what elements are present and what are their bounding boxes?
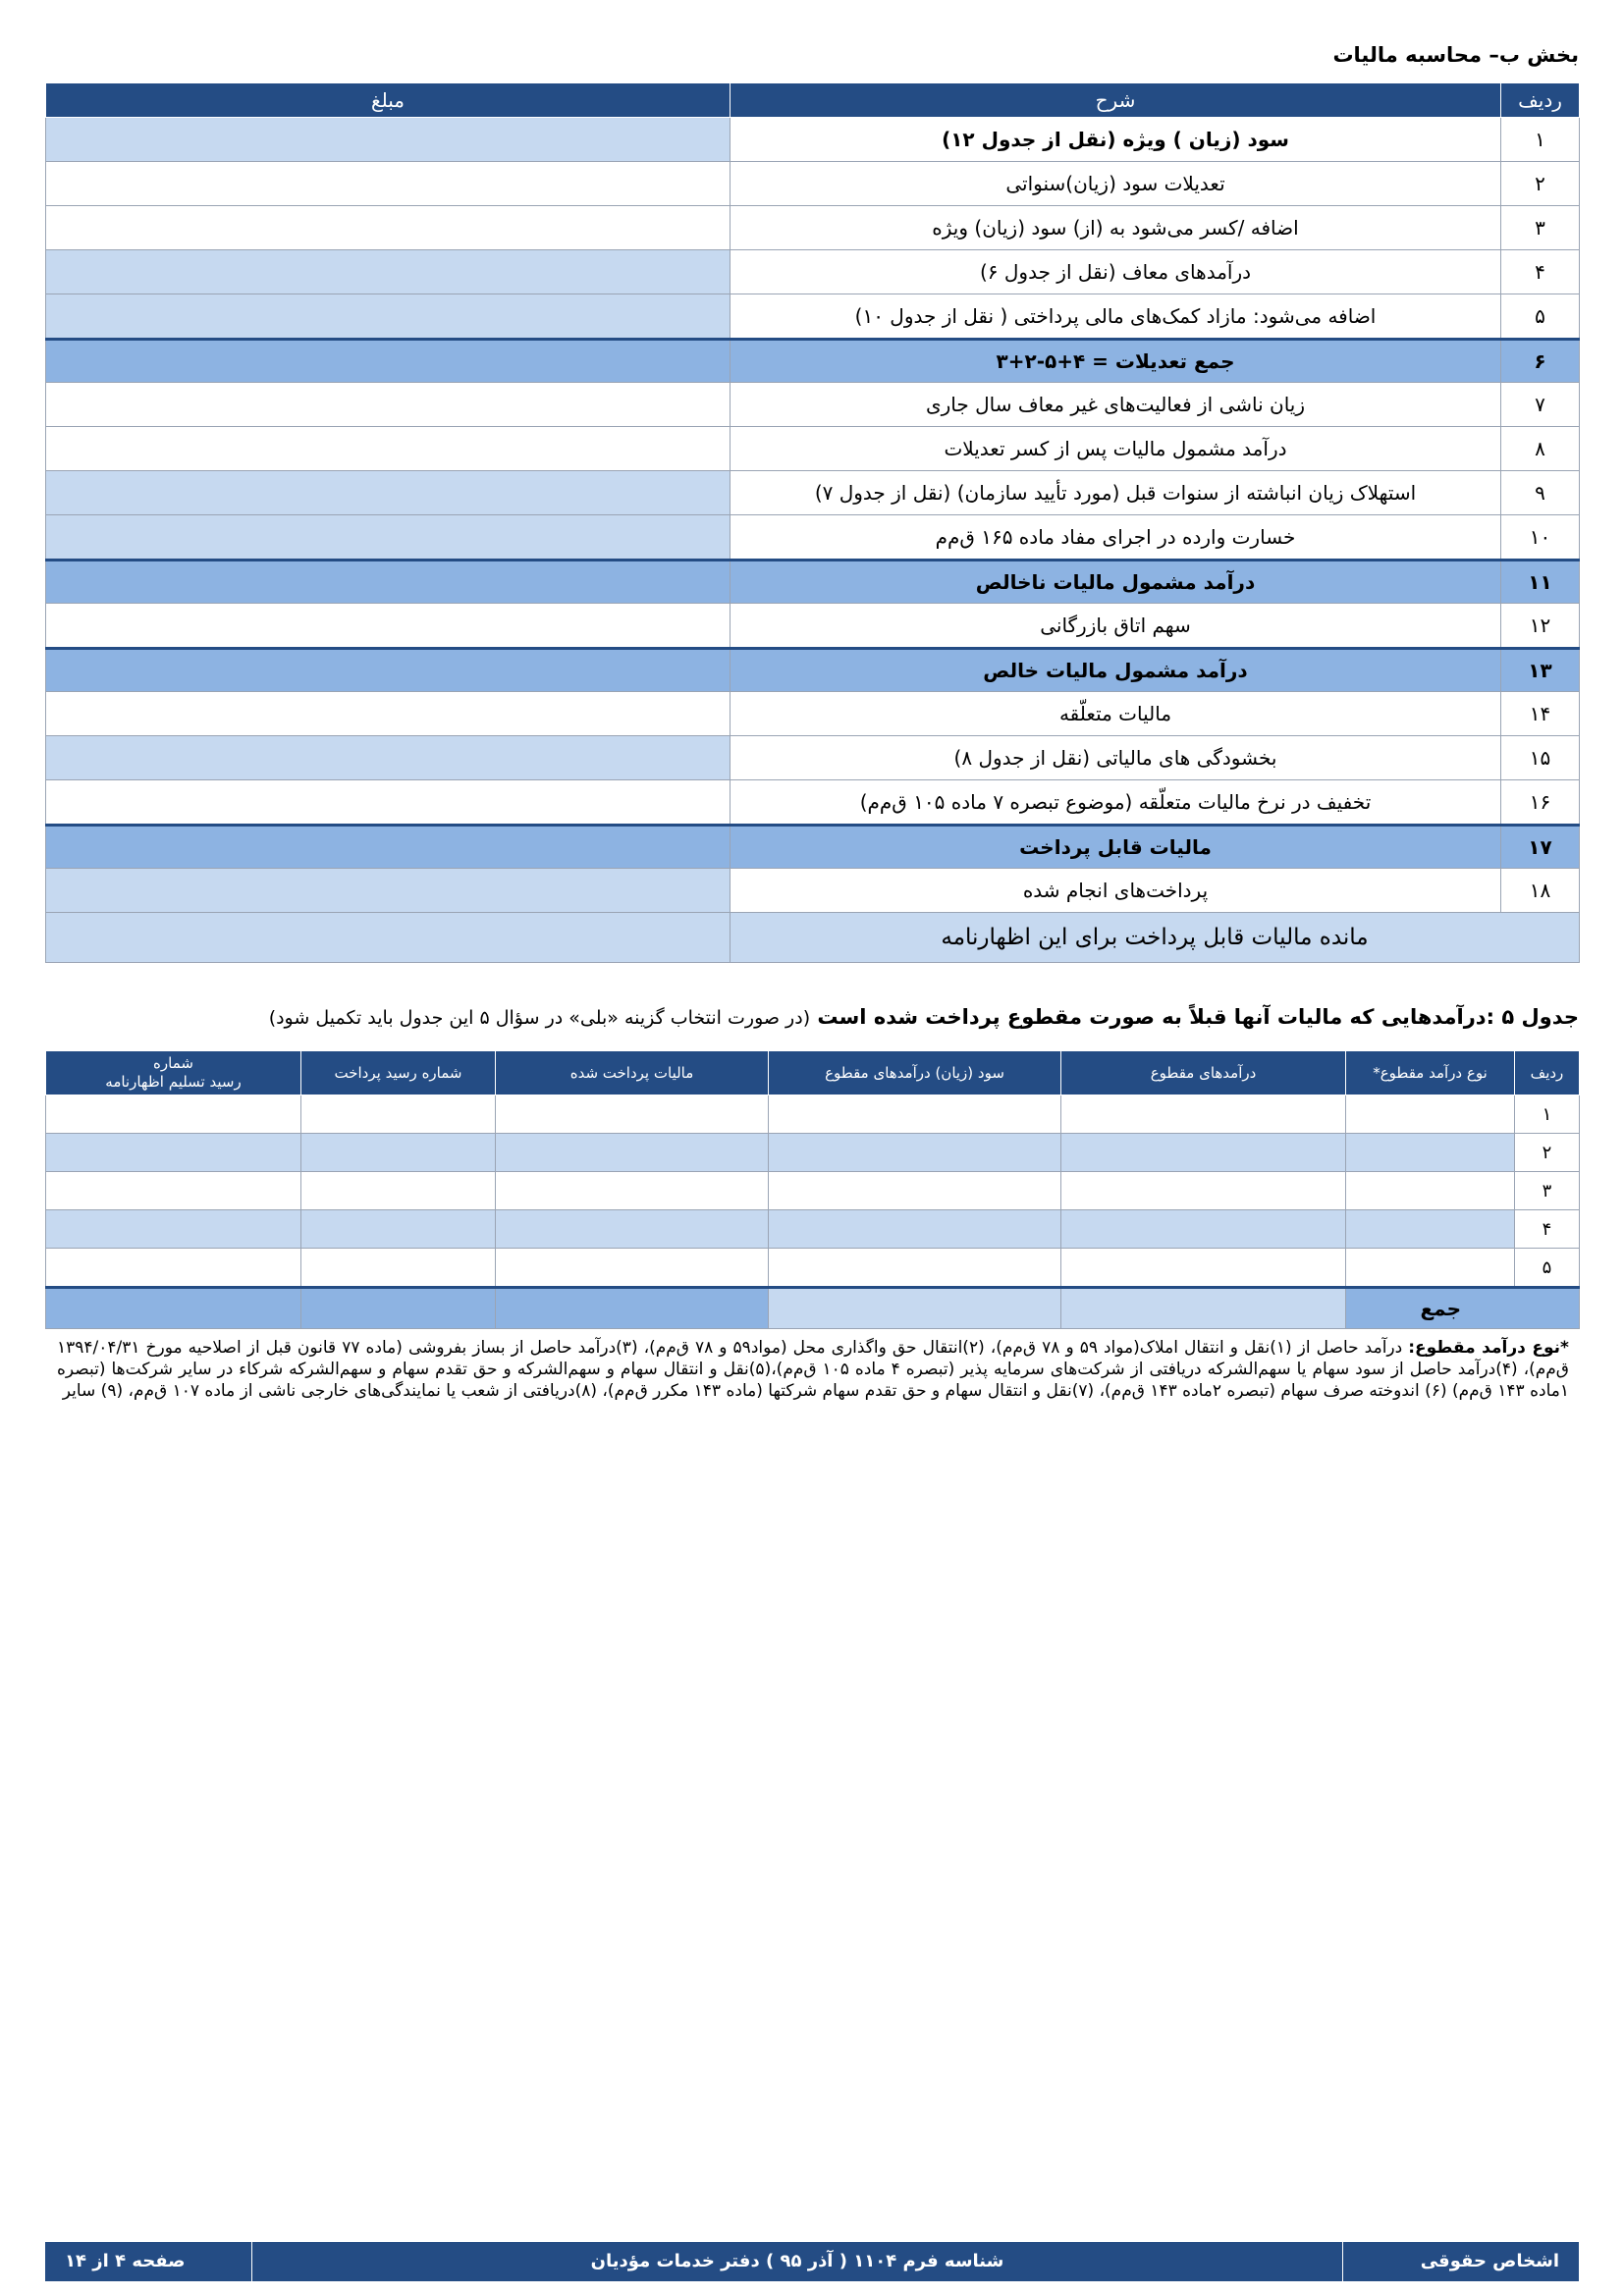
table5-title-main: جدول ۵ :درآمدهایی که مالیات آنها قبلاً به صورت مقطوع پرداخت شده است xyxy=(817,1005,1579,1029)
amount-field[interactable] xyxy=(46,649,731,692)
amount-field[interactable] xyxy=(46,383,731,427)
table5-cell[interactable] xyxy=(301,1134,496,1172)
row-number: ۴ xyxy=(1501,250,1580,294)
tax-row xyxy=(46,736,1580,780)
table5-cell[interactable] xyxy=(769,1210,1061,1249)
table5-row-number: ۲ xyxy=(1515,1134,1580,1172)
row-number: ۱۴ xyxy=(1501,692,1580,736)
tax-row xyxy=(46,649,1580,692)
amount-field[interactable] xyxy=(46,471,731,515)
tax-row xyxy=(46,869,1580,913)
row-number: ۵ xyxy=(1501,294,1580,340)
table5-cell[interactable] xyxy=(301,1095,496,1134)
row-description: سهم اتاق بازرگانی xyxy=(731,604,1501,649)
row-description: درآمد مشمول مالیات خالص xyxy=(731,649,1501,692)
row-description: درآمد مشمول مالیات پس از کسر تعدیلات xyxy=(731,427,1501,471)
amount-field[interactable] xyxy=(46,118,731,162)
tax-row xyxy=(46,515,1580,561)
table5-cell[interactable] xyxy=(301,1172,496,1210)
t5-header-submission-line2: رسید تسلیم اظهارنامه xyxy=(105,1073,242,1091)
tax-row xyxy=(46,826,1580,869)
row-description: جمع تعدیلات = ۴+۵-۲+۳ xyxy=(731,340,1501,383)
table5-cell[interactable] xyxy=(496,1172,769,1210)
row-description: زیان ناشی از فعالیت‌های غیر معاف سال جاری xyxy=(731,383,1501,427)
t5-header-submission-line1: شماره xyxy=(153,1054,193,1072)
row-number: ۹ xyxy=(1501,471,1580,515)
amount-field[interactable] xyxy=(46,826,731,869)
table5-cell[interactable] xyxy=(1346,1172,1515,1210)
t5-header-row: ردیف xyxy=(1515,1051,1580,1095)
footer-form-id: شناسه فرم ۱۱۰۴ ( آذر ۹۵ ) دفتر خدمات مؤدیان xyxy=(251,2242,1342,2281)
tax-row xyxy=(46,692,1580,736)
t5-header-receipt-no: شماره رسید پرداخت xyxy=(301,1051,496,1095)
table5-cell[interactable] xyxy=(46,1249,301,1288)
final-balance-label: مانده مالیات قابل پرداخت برای این اظهارنامه xyxy=(731,913,1580,963)
amount-field[interactable] xyxy=(46,780,731,826)
table5-row xyxy=(46,1210,1580,1249)
table5-cell[interactable] xyxy=(496,1249,769,1288)
t5-header-fixed-income: درآمدهای مقطوع xyxy=(1061,1051,1346,1095)
table5-cell[interactable] xyxy=(496,1095,769,1134)
row-number: ۱۸ xyxy=(1501,869,1580,913)
row-description: پرداخت‌های انجام شده xyxy=(731,869,1501,913)
row-description: تعدیلات سود (زیان)سنواتی xyxy=(731,162,1501,206)
tax-row xyxy=(46,206,1580,250)
footnote-label: *نوع درآمد مقطوع: xyxy=(1408,1338,1569,1358)
table5-sum-cell[interactable] xyxy=(769,1288,1061,1329)
table5-row xyxy=(46,1249,1580,1288)
final-balance-amount[interactable] xyxy=(46,913,731,963)
section-title: بخش ب– محاسبه مالیات xyxy=(1332,43,1579,67)
tax-row xyxy=(46,780,1580,826)
page-footer xyxy=(45,2242,1579,2281)
table5-cell[interactable] xyxy=(1346,1210,1515,1249)
row-number: ۱۳ xyxy=(1501,649,1580,692)
row-description: استهلاک زیان انباشته از سنوات قبل (مورد تأیید سازمان) (نقل از جدول ۷) xyxy=(731,471,1501,515)
table5-cell[interactable] xyxy=(1061,1172,1346,1210)
tax-row xyxy=(46,471,1580,515)
row-number: ۱۲ xyxy=(1501,604,1580,649)
table5-row xyxy=(46,1095,1580,1134)
amount-field[interactable] xyxy=(46,515,731,561)
row-description: درآمد مشمول مالیات ناخالص xyxy=(731,561,1501,604)
footnote-text: درآمد حاصل از (۱)نقل و انتقال املاک(مواد ۵۹ و ۷۸ ق‌م‌م)، (۲)انتقال حق واگذاری محل (مواد۵۹ و ۷۸ ق‌م‌م)، (۳)درآمد حاصل از بساز بفروشی (ماده ۷۷ قانون قبل از اصلاحیه مورخ ۱۳۹۴/۰۴/۳۱ ق‌م‌م)، (۴)درآمد حاصل از سود سهام یا سهم‌الشرکه دریافتی از شرکت‌های سرمایه پذیر (تبصره ۴ ماده ۱۰۵ ق‌م‌م)،(۵)نقل و انتقال سهام و سهم‌الشرکه و حق تقدم سهام و سهم‌الشرکه شرکاء در سایر شرکت‌ها (تبصره ۱ماده ۱۴۳ ق‌م‌م) (۶) اندوخته صرف سهام (تبصره ۲ماده ۱۴۳ ق‌م‌م)، (۷)نقل و انتقال سهام و حق تقدم سهام شرکتها (ماده ۱۴۳ مکرر ق‌م‌م)، (۸)دریافتی از شعب یا نمایندگی‌های خارجی ناشی از ماده ۱۰۷ ق‌م‌م، (۹) سایر xyxy=(57,1338,1569,1401)
amount-field[interactable] xyxy=(46,736,731,780)
row-description: بخشودگی های مالیاتی (نقل از جدول ۸) xyxy=(731,736,1501,780)
t5-header-income-type: نوع درآمد مقطوع* xyxy=(1346,1051,1515,1095)
row-number: ۶ xyxy=(1501,340,1580,383)
row-number: ۱۵ xyxy=(1501,736,1580,780)
table5-cell[interactable] xyxy=(1346,1134,1515,1172)
table5-row xyxy=(46,1172,1580,1210)
row-number: ۱۶ xyxy=(1501,780,1580,826)
row-number: ۱ xyxy=(1501,118,1580,162)
table5-cell[interactable] xyxy=(1061,1210,1346,1249)
row-number: ۷ xyxy=(1501,383,1580,427)
footer-page-number: صفحه ۴ از ۱۴ xyxy=(65,2251,186,2271)
amount-field[interactable] xyxy=(46,869,731,913)
table5-subtitle: (در صورت انتخاب گزینه «بلی» در سؤال ۵ این جدول باید تکمیل شود) xyxy=(268,1007,811,1029)
tax-row xyxy=(46,561,1580,604)
row-number: ۳ xyxy=(1501,206,1580,250)
tax-row xyxy=(46,340,1580,383)
footer-entity-type: اشخاص حقوقی xyxy=(1342,2242,1579,2281)
table5-cell[interactable] xyxy=(46,1210,301,1249)
table5-row-number: ۴ xyxy=(1515,1210,1580,1249)
amount-field[interactable] xyxy=(46,427,731,471)
table5-row-number: ۳ xyxy=(1515,1172,1580,1210)
table5-cell[interactable] xyxy=(1061,1249,1346,1288)
tax-row xyxy=(46,118,1580,162)
amount-field[interactable] xyxy=(46,250,731,294)
table5-row-number: ۱ xyxy=(1515,1095,1580,1134)
row-number: ۱۰ xyxy=(1501,515,1580,561)
table5-cell[interactable] xyxy=(496,1134,769,1172)
t5-header-tax-paid: مالیات پرداخت شده xyxy=(496,1051,769,1095)
amount-field[interactable] xyxy=(46,604,731,649)
row-number: ۲ xyxy=(1501,162,1580,206)
table5-cell[interactable] xyxy=(1061,1095,1346,1134)
table5-header xyxy=(46,1051,1580,1095)
table5-cell[interactable] xyxy=(769,1249,1061,1288)
header-amount: مبلغ xyxy=(46,83,731,118)
table5-cell[interactable] xyxy=(769,1172,1061,1210)
t5-header-profit-loss: سود (زیان) درآمدهای مقطوع xyxy=(769,1051,1061,1095)
tax-row xyxy=(46,162,1580,206)
header-description: شرح xyxy=(731,83,1501,118)
tax-row xyxy=(46,250,1580,294)
table5-cell[interactable] xyxy=(46,1172,301,1210)
row-description: خسارت وارده در اجرای مفاد ماده ۱۶۵ ق‌م‌م xyxy=(731,515,1501,561)
t5-header-submission-no xyxy=(46,1051,301,1095)
table5-cell[interactable] xyxy=(301,1249,496,1288)
row-description: اضافه می‌شود: مازاد کمک‌های مالی پرداختی ( نقل از جدول ۱۰) xyxy=(731,294,1501,340)
amount-field[interactable] xyxy=(46,294,731,340)
tax-row xyxy=(46,604,1580,649)
row-number: ۱۷ xyxy=(1501,826,1580,869)
header-row-number: ردیف xyxy=(1501,83,1580,118)
table5-sum-cell[interactable] xyxy=(1061,1288,1346,1329)
table5-sum-cell[interactable] xyxy=(46,1288,301,1329)
tax-row xyxy=(46,383,1580,427)
final-balance-row xyxy=(46,913,1580,963)
row-description: تخفیف در نرخ مالیات متعلّقه (موضوع تبصره ۷ ماده ۱۰۵ ق‌م‌م) xyxy=(731,780,1501,826)
row-description: سود (زیان ) ویژه (نقل از جدول ۱۲) xyxy=(731,118,1501,162)
table5-title xyxy=(269,1005,1579,1029)
table5-cell[interactable] xyxy=(46,1134,301,1172)
row-description: درآمدهای معاف (نقل از جدول ۶) xyxy=(731,250,1501,294)
table5-cell[interactable] xyxy=(301,1210,496,1249)
amount-field[interactable] xyxy=(46,340,731,383)
footnote xyxy=(57,1337,1569,1402)
tax-row xyxy=(46,294,1580,340)
tax-table-header xyxy=(46,83,1580,118)
row-number: ۱۱ xyxy=(1501,561,1580,604)
table5-cell[interactable] xyxy=(1346,1249,1515,1288)
row-description: مالیات قابل پرداخت xyxy=(731,826,1501,869)
row-number: ۸ xyxy=(1501,427,1580,471)
table5-cell[interactable] xyxy=(46,1095,301,1134)
table5-cell[interactable] xyxy=(769,1134,1061,1172)
amount-field[interactable] xyxy=(46,561,731,604)
table5-row xyxy=(46,1134,1580,1172)
row-description: اضافه /کسر می‌شود به (از) سود (زیان) ویژه xyxy=(731,206,1501,250)
table5-sum-row xyxy=(46,1288,1580,1329)
table5-sum-cell[interactable] xyxy=(301,1288,496,1329)
amount-field[interactable] xyxy=(46,162,731,206)
tax-row xyxy=(46,427,1580,471)
row-description: مالیات متعلّقه xyxy=(731,692,1501,736)
amount-field[interactable] xyxy=(46,206,731,250)
table5-row-number: ۵ xyxy=(1515,1249,1580,1288)
amount-field[interactable] xyxy=(46,692,731,736)
table5-cell[interactable] xyxy=(769,1095,1061,1134)
tax-calculation-table xyxy=(45,82,1580,963)
fixed-income-table xyxy=(45,1050,1580,1329)
table5-cell[interactable] xyxy=(496,1210,769,1249)
table5-cell[interactable] xyxy=(1061,1134,1346,1172)
table5-sum-label: جمع xyxy=(1346,1288,1580,1329)
table5-sum-cell[interactable] xyxy=(496,1288,769,1329)
table5-cell[interactable] xyxy=(1346,1095,1515,1134)
